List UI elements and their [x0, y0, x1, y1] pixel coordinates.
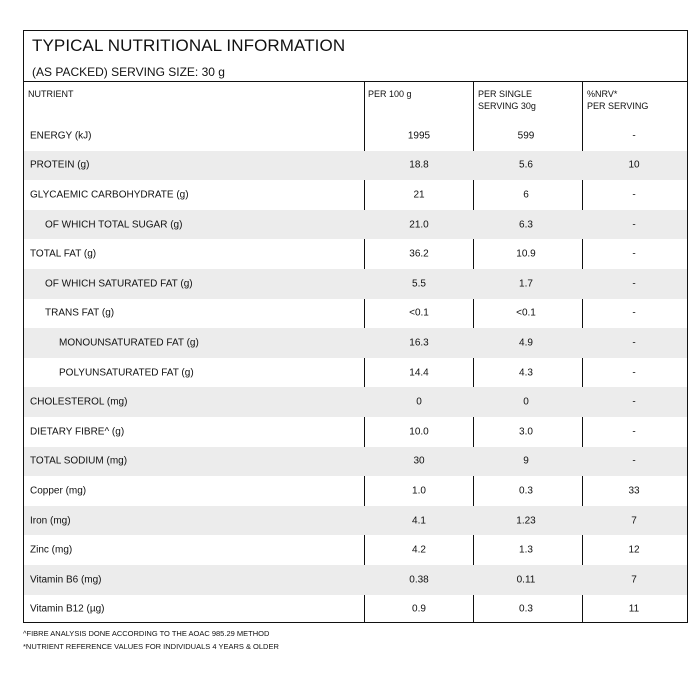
nutrient-name: TOTAL SODIUM (mg)	[30, 455, 128, 467]
per-100g-value: 5.5	[412, 278, 426, 290]
nrv-value: -	[632, 189, 636, 201]
per-100g-value: 14.4	[409, 367, 429, 379]
nrv-value: -	[632, 248, 636, 260]
per-serving-value: 6.3	[519, 219, 533, 231]
table-row	[24, 358, 687, 388]
table-title: TYPICAL NUTRITIONAL INFORMATION	[32, 36, 346, 55]
nutrient-name: ENERGY (kJ)	[30, 130, 92, 142]
header-per-serving: PER SINGLE SERVING 30g	[478, 89, 536, 111]
header-nrv: %NRV* PER SERVING	[587, 89, 649, 111]
nrv-value: 7	[631, 515, 637, 527]
per-100g-value: 18.8	[409, 159, 429, 171]
table-row	[24, 506, 687, 536]
nutrient-name: POLYUNSATURATED FAT (g)	[59, 367, 194, 379]
per-serving-value: 6	[523, 189, 529, 201]
serving-size-subtitle: (AS PACKED) SERVING SIZE: 30 g	[32, 65, 225, 79]
nutrient-name: PROTEIN (g)	[30, 159, 90, 171]
per-serving-value: 0.11	[516, 574, 536, 586]
per-100g-value: 0.9	[412, 603, 426, 615]
nrv-value: -	[632, 219, 636, 231]
per-serving-value: 9	[523, 455, 529, 467]
nutrition-table-panel	[23, 30, 688, 623]
table-row	[24, 565, 687, 595]
per-100g-value: 10.0	[409, 426, 429, 438]
nutrient-name: CHOLESTEROL (mg)	[30, 396, 128, 408]
table-row	[24, 535, 687, 565]
nutrient-name: GLYCAEMIC CARBOHYDRATE (g)	[30, 189, 189, 201]
footnote-fibre: ^FIBRE ANALYSIS DONE ACCORDING TO THE AOAC 985.29 METHOD	[23, 629, 270, 638]
per-serving-value: 1.23	[516, 515, 536, 527]
table-row	[24, 476, 687, 506]
table-row	[24, 269, 687, 299]
per-serving-value: 4.3	[519, 367, 533, 379]
nrv-value: -	[632, 130, 636, 142]
nutrient-name: OF WHICH TOTAL SUGAR (g)	[45, 219, 183, 231]
per-100g-value: 21.0	[409, 219, 429, 231]
nrv-value: -	[632, 367, 636, 379]
per-100g-value: 16.3	[409, 337, 429, 349]
nutrient-name: MONOUNSATURATED FAT (g)	[59, 337, 199, 349]
per-serving-value: <0.1	[516, 307, 536, 319]
per-serving-value: 3.0	[519, 426, 533, 438]
table-row	[24, 180, 687, 210]
table-row	[24, 447, 687, 477]
nutrient-rows	[24, 121, 687, 624]
nrv-value: 12	[628, 544, 640, 556]
per-serving-value: 0	[523, 396, 529, 408]
table-row	[24, 595, 687, 625]
nutrient-name: Vitamin B12 (µg)	[30, 603, 105, 615]
per-100g-value: 36.2	[409, 248, 429, 260]
nrv-value: -	[632, 337, 636, 349]
nrv-value: 11	[628, 603, 640, 615]
per-serving-value: 0.3	[519, 603, 533, 615]
table-row	[24, 151, 687, 181]
nrv-value: -	[632, 278, 636, 290]
per-100g-value: 30	[413, 455, 425, 467]
column-header-row	[24, 82, 687, 121]
per-100g-value: 0	[416, 396, 422, 408]
per-100g-value: 1.0	[412, 485, 426, 497]
nrv-value: 7	[631, 574, 637, 586]
footnote-nrv: *NUTRIENT REFERENCE VALUES FOR INDIVIDUALS 4 YEARS & OLDER	[23, 642, 279, 651]
header-per-100g: PER 100 g	[368, 89, 412, 99]
nrv-value: 10	[628, 159, 640, 171]
per-serving-value: 4.9	[519, 337, 533, 349]
table-row	[24, 239, 687, 269]
nrv-value: -	[632, 426, 636, 438]
header-nutrient: NUTRIENT	[28, 89, 74, 99]
nutrient-name: DIETARY FIBRE^ (g)	[30, 426, 125, 438]
per-serving-value: 5.6	[519, 159, 533, 171]
per-serving-value: 1.7	[519, 278, 533, 290]
nrv-value: -	[632, 396, 636, 408]
per-serving-value: 10.9	[516, 248, 536, 260]
nutrient-name: Vitamin B6 (mg)	[30, 574, 102, 586]
table-row	[24, 417, 687, 447]
per-100g-value: 4.1	[412, 515, 426, 527]
table-row	[24, 328, 687, 358]
table-row	[24, 210, 687, 240]
per-serving-value: 599	[517, 130, 535, 142]
nrv-value: -	[632, 307, 636, 319]
nrv-value: 33	[628, 485, 640, 497]
nutrient-name: Iron (mg)	[30, 515, 71, 527]
table-row	[24, 299, 687, 329]
nutrient-name: Zinc (mg)	[30, 544, 73, 556]
table-row	[24, 121, 687, 151]
nutrient-name: TRANS FAT (g)	[45, 307, 115, 319]
per-100g-value: <0.1	[409, 307, 429, 319]
table-row	[24, 387, 687, 417]
per-100g-value: 0.38	[409, 574, 429, 586]
nutrient-name: OF WHICH SATURATED FAT (g)	[45, 278, 193, 290]
per-100g-value: 1995	[407, 130, 431, 142]
per-100g-value: 21	[413, 189, 425, 201]
nutrient-name: Copper (mg)	[30, 485, 87, 497]
per-serving-value: 1.3	[519, 544, 533, 556]
per-serving-value: 0.3	[519, 485, 533, 497]
nrv-value: -	[632, 455, 636, 467]
nutrient-name: TOTAL FAT (g)	[30, 248, 97, 260]
per-100g-value: 4.2	[412, 544, 426, 556]
